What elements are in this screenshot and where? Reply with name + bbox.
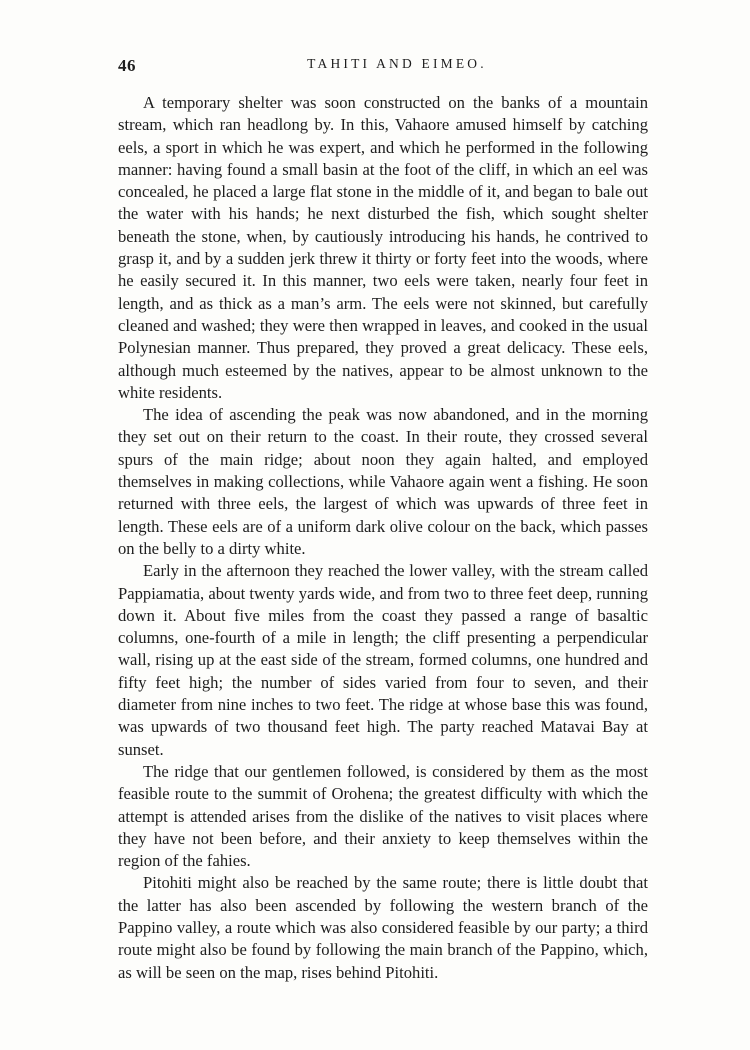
- running-title: TAHITI AND EIMEO.: [307, 56, 487, 71]
- running-head: [118, 54, 648, 78]
- paragraph: The idea of ascending the peak was now abandoned, and in the morning they set out on their return to the coast. In their route, they crossed several spurs of the main ridge; about noon they again halted, and employed themselves in making collections, while Vahaore again went a fishing. He soon returned with three eels, the largest of which was upwards of three feet in length. These eels are of a uniform dark olive colour on the back, which passes on the belly to a dirty white.: [118, 405, 648, 558]
- body-text: [118, 92, 648, 984]
- paragraph: Pitohiti might also be reached by the same route; there is little doubt that the latter has also been ascended by following the western branch of the Pappino valley, a route which was also considered feasible by our party; a third route might also be found by following the main branch of the Pappino, which, as will be seen on the map, rises behind Pitohiti.: [118, 873, 648, 982]
- page-number: 46: [118, 56, 136, 75]
- paragraph: Early in the afternoon they reached the lower valley, with the stream called Pappiamatia, about twenty yards wide, and from two to three feet deep, running down it. About five miles from the coast they passed a range of basaltic columns, one-fourth of a mile in length; the cliff presenting a perpendicular wall, rising up at the east side of the stream, formed columns, one hundred and fifty feet high; the number of sides varied from four to seven, and their diameter from nine inches to two feet. The ridge at whose base this was found, was upwards of two thousand feet high. The party reached Matavai Bay at sunset.: [118, 561, 648, 759]
- paragraph: A temporary shelter was soon constructed on the banks of a mountain stream, which ran headlong by. In this, Vahaore amused himself by catching eels, a sport in which he was expert, and which he performed in the following manner: having found a small basin at the foot of the cliff, in which an eel was concealed, he placed a large flat stone in the middle of it, and began to bale out the water with his hands; he next disturbed the fish, which sought shelter beneath the stone, when, by cautiously introducing his hands, he contrived to grasp it, and by a sudden jerk threw it thirty or forty feet into the woods, where he easily secured it. In this manner, two eels were taken, nearly four feet in length, and as thick as a man’s arm. The eels were not skinned, but carefully cleaned and washed; they were then wrapped in leaves, and cooked in the usual Polynesian manner. Thus prepared, they proved a great delicacy. These eels, although much esteemed by the natives, appear to be almost unknown to the white residents.: [118, 93, 648, 402]
- paragraph: The ridge that our gentlemen followed, is considered by them as the most feasible route to the summit of Orohena; the greatest difficulty with which the attempt is attended arises from the dislike of the natives to visit places where they have not been before, and their anxiety to keep themselves within the region of the fahies.: [118, 761, 648, 871]
